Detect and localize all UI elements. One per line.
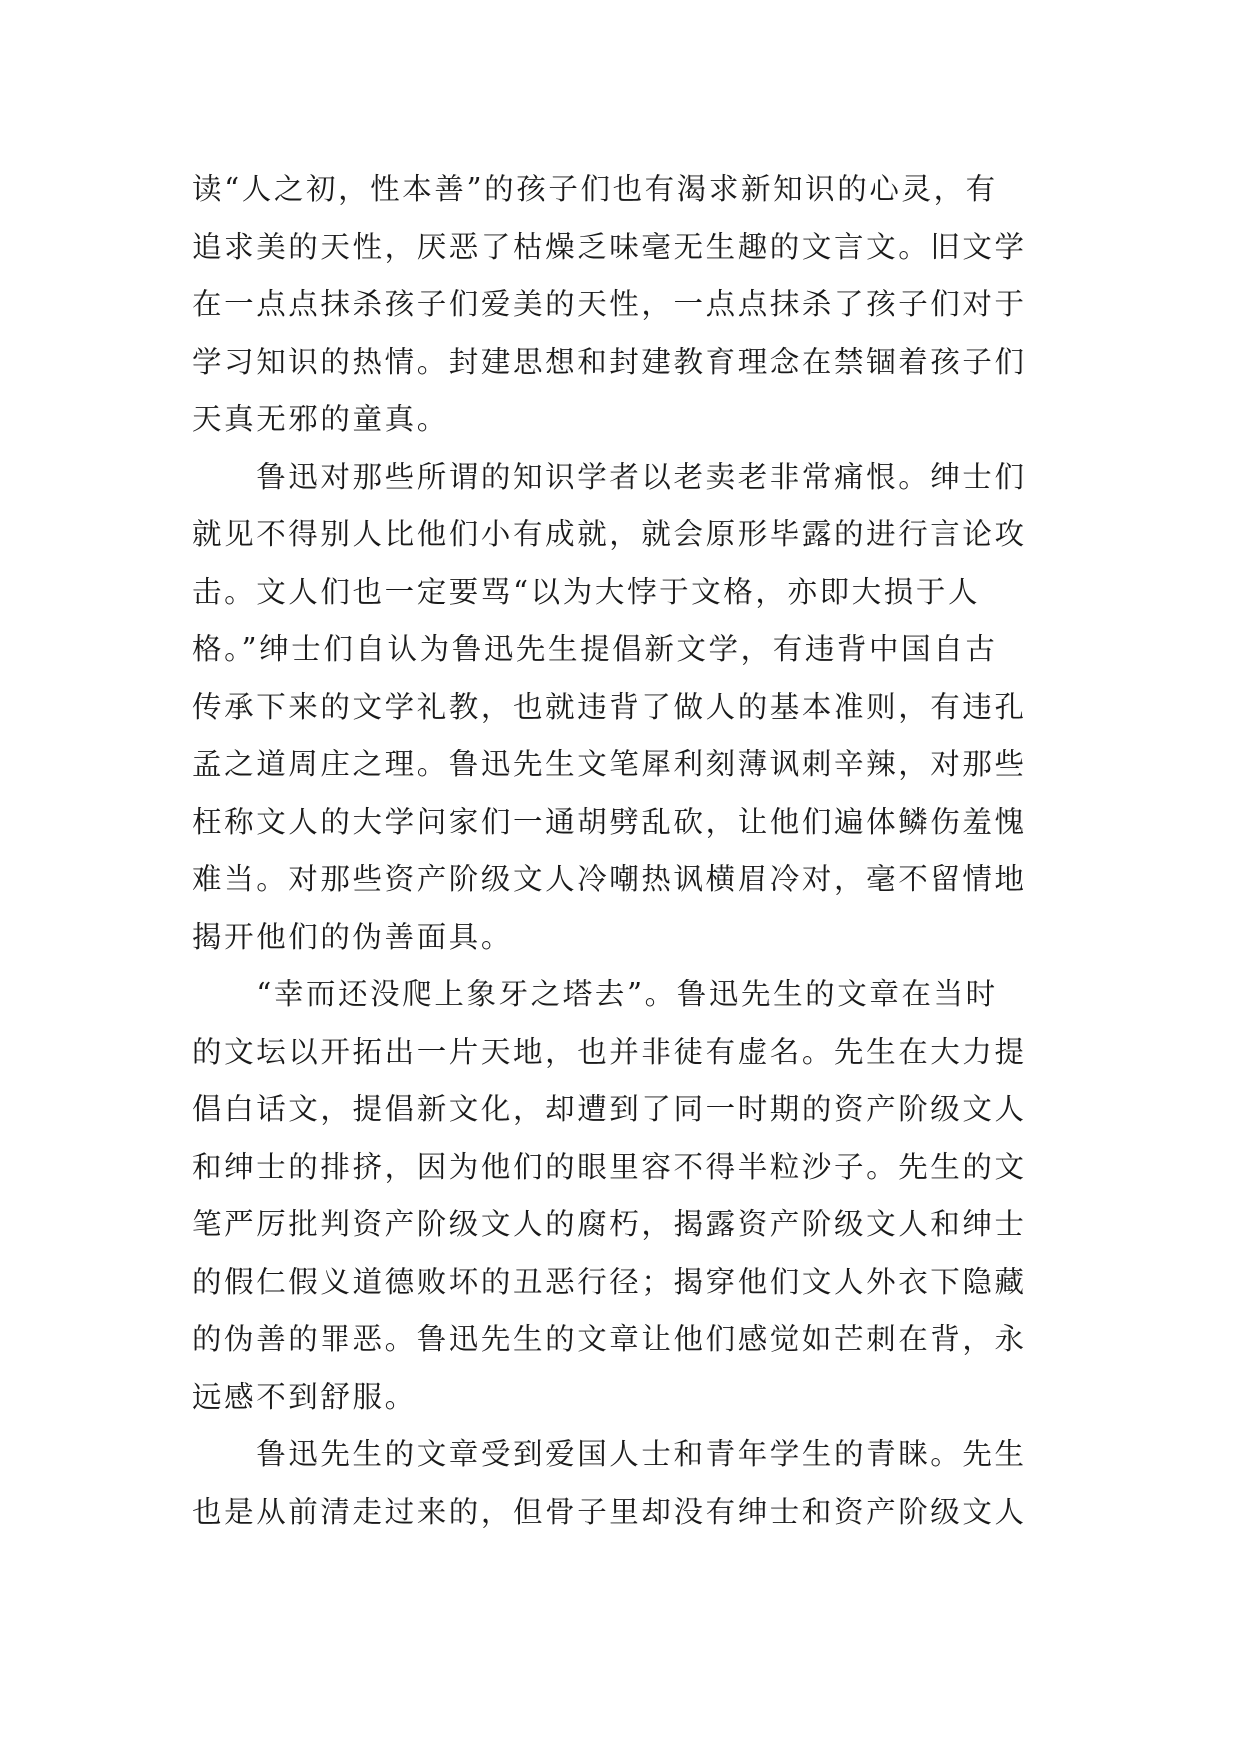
text-line: 格。”绅士们自认为鲁迅先生提倡新文学，有违背中国自古: [192, 632, 998, 666]
text-line: 笔严厉批判资产阶级文人的腐朽，揭露资产阶级文人和绅士: [192, 1207, 1027, 1241]
text-line: 孟之道周庄之理。鲁迅先生文笔犀利刻薄讽刺辛辣，对那些: [192, 747, 1027, 781]
text-line: 的伪善的罪恶。鲁迅先生的文章让他们感觉如芒刺在背，永: [192, 1322, 1027, 1356]
text-line: 学习知识的热情。封建思想和封建教育理念在禁锢着孩子们: [192, 344, 1027, 379]
text-line: 远感不到舒服。: [192, 1379, 417, 1414]
text-line: 鲁迅对那些所谓的知识学者以老卖老非常痛恨。绅士们: [192, 459, 1027, 494]
text-line: 鲁迅先生的文章受到爱国人士和青年学生的青睐。先生: [192, 1437, 1027, 1471]
text-line: 传承下来的文学礼教，也就违背了做人的基本准则，有违孔: [192, 689, 1027, 724]
text-line: 就见不得别人比他们小有成就，就会原形毕露的进行言论攻: [192, 517, 1027, 551]
text-line: 和绅士的排挤，因为他们的眼里容不得半粒沙子。先生的文: [192, 1149, 1027, 1184]
text-line: 天真无邪的童真。: [192, 402, 449, 436]
text-line: 读“人之初，性本善”的孩子们也有渴求新知识的心灵，有: [192, 172, 998, 206]
text-line: 的假仁假义道德败坏的丑恶行径；揭穿他们文人外衣下隐藏: [192, 1264, 1027, 1299]
text-line: 也是从前清走过来的，但骨子里却没有绅士和资产阶级文人: [192, 1494, 1027, 1529]
text-line: 的文坛以开拓出一片天地，也并非徒有虚名。先生在大力提: [192, 1034, 1027, 1069]
text-line: 击。文人们也一定要骂“以为大悖于文格，亦即大损于人: [192, 574, 981, 609]
text-line: 倡白话文，提倡新文化，却遭到了同一时期的资产阶级文人: [192, 1092, 1027, 1126]
text-line: 在一点点抹杀孩子们爱美的天性，一点点抹杀了孩子们对于: [192, 287, 1027, 321]
text-line: 难当。对那些资产阶级文人冷嘲热讽横眉冷对，毫不留情地: [192, 862, 1027, 896]
text-line: 枉称文人的大学问家们一通胡劈乱砍，让他们遍体鳞伤羞愧: [192, 804, 1027, 839]
text-line: 追求美的天性，厌恶了枯燥乏味毫无生趣的文言文。旧文学: [192, 229, 1027, 264]
document-body: [192, 161, 1062, 1541]
text-line: “幸而还没爬上象牙之塔去”。鲁迅先生的文章在当时: [192, 977, 998, 1011]
text-line: 揭开他们的伪善面具。: [192, 919, 514, 954]
